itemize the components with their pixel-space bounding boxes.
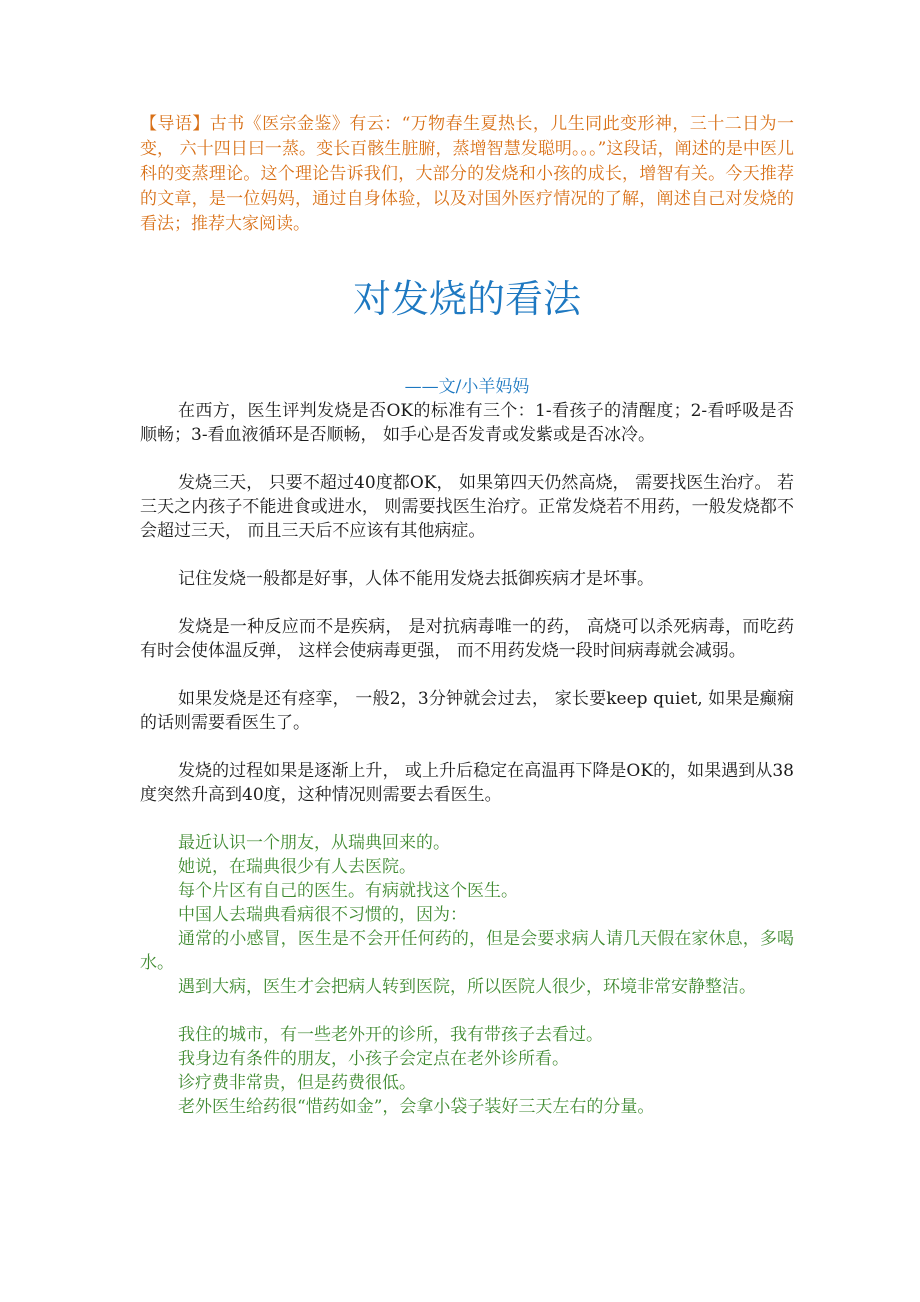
story-line: 最近认识一个朋友，从瑞典回来的。	[178, 833, 450, 853]
story-line: 每个片区有自己的医生。有病就找这个医生。	[178, 881, 518, 901]
sweden-story-block	[140, 831, 794, 999]
story-line: 我身边有条件的朋友，小孩子会定点在老外诊所看。	[178, 1049, 569, 1069]
body-paragraph: 如果发烧是还有痉挛， 一般2，3分钟就会过去， 家长要keep quiet, 如果是癫痫的话则需要看医生了。	[140, 689, 794, 733]
document-page	[140, 112, 794, 1143]
story-line: 老外医生给药很“惜药如金”，会拿小袋子装好三天左右的分量。	[178, 1097, 655, 1117]
body-paragraph: 发烧三天， 只要不超过40度都OK， 如果第四天仍然高烧， 需要找医生治疗。 若三天之内孩子不能进食或进水， 则需要找医生治疗。正常发烧若不用药，一般发烧都不会超过三天， 而且三天后不应该有其他病症。	[140, 473, 794, 541]
body-paragraph: 在西方，医生评判发烧是否OK的标准有三个：1-看孩子的清醒度；2-看呼吸是否顺畅；3-看血液循环是否顺畅， 如手心是否发青或发紫或是否冰冷。	[140, 401, 794, 445]
story-line: 我住的城市，有一些老外开的诊所，我有带孩子去看过。	[178, 1025, 603, 1045]
story-line: 通常的小感冒，医生是不会开任何药的，但是会要求病人请几天假在家休息，多喝水。	[140, 929, 794, 973]
intro-paragraph: 【导语】古书《医宗金鉴》有云：“万物春生夏热长，儿生同此变形神，三十二日为一变， 六十四日曰一蒸。变长百骸生脏腑，蒸增智慧发聪明。。。”这段话，阐述的是中医儿科的变蒸理论。这个理论告诉我们，大部分的发烧和小孩的成长，增智有关。今天推荐的文章，是一位妈妈，通过自身体验，以及对国外医疗情况的了解，阐述自己对发烧的看法；推荐大家阅读。	[140, 114, 794, 234]
author-byline: ——文/小羊妈妈	[404, 377, 530, 397]
body-paragraph: 记住发烧一般都是好事，人体不能用发烧去抵御疾病才是坏事。	[178, 569, 654, 589]
clinic-story-block	[140, 1023, 794, 1119]
article-body	[140, 399, 794, 1119]
body-paragraph: 发烧是一种反应而不是疾病， 是对抗病毒唯一的药， 高烧可以杀死病毒，而吃药有时会使体温反弹， 这样会使病毒更强， 而不用药发烧一段时间病毒就会减弱。	[140, 617, 794, 661]
story-line: 遇到大病，医生才会把病人转到医院，所以医院人很少，环境非常安静整洁。	[178, 977, 756, 997]
story-line: 她说，在瑞典很少有人去医院。	[178, 857, 416, 877]
story-line: 中国人去瑞典看病很不习惯的，因为：	[178, 905, 467, 925]
body-paragraph: 发烧的过程如果是逐渐上升， 或上升后稳定在高温再下降是OK的，如果遇到从38度突然升高到40度，这种情况则需要去看医生。	[140, 761, 794, 805]
article-title: 对发烧的看法	[352, 277, 581, 321]
story-line: 诊疗费非常贵，但是药费很低。	[178, 1073, 416, 1093]
